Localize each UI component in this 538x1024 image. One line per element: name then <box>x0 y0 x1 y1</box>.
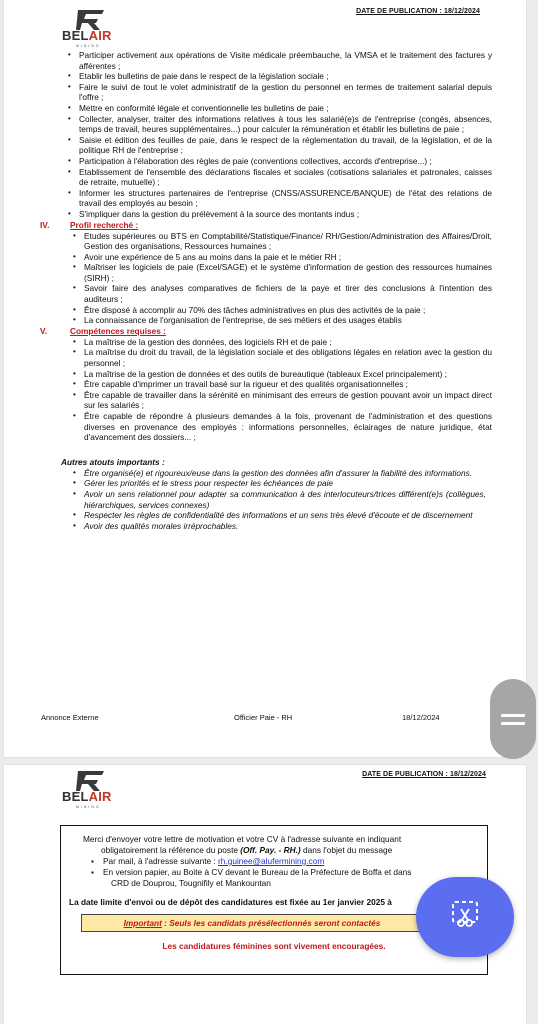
logo-name: BEL <box>62 789 89 804</box>
list-item: ▪ Par mail, à l'adresse suivante : rh.guinee@alufermining.com <box>103 856 479 867</box>
list-item: • La maîtrise de la gestion des données, des logiciels RH et de paie ; <box>84 337 492 348</box>
logo-mark-icon <box>76 771 106 791</box>
logo-subtitle: MINING <box>76 44 101 48</box>
list-item: • Saisie et édition des feuilles de paie, dans le respect de la réglementation du travail, de la législation, et de la politique RH de l'entreprise ; <box>79 135 492 156</box>
list-item: • Avoir des qualités morales irréprochables. <box>84 521 486 532</box>
profil-list <box>84 231 492 326</box>
important-notice: Important : Seuls les candidats présélectionnés seront contactés <box>81 914 423 932</box>
list-item: • Mettre en conformité légale et conventionnelle les bulletins de paie ; <box>79 103 492 114</box>
publication-date: DATE DE PUBLICATION : 18/12/2024 <box>362 771 486 778</box>
atouts-heading: Autres atouts importants : <box>61 456 165 467</box>
section-profil-heading <box>4 220 526 231</box>
footer-date: 18/12/2024 <box>402 713 440 722</box>
list-item: • Informer les structures partenaires de l'entreprise (CNSS/ASSURENCE/BANQUE) de l'état des relations de travail des employés au besoin ; <box>79 188 492 209</box>
submission-methods <box>69 856 479 889</box>
logo-name-accent: AIR <box>88 789 112 804</box>
list-item: • Respecter les règles de confidentialité des informations et un sens très élevé d'écoute et de discernement <box>84 510 486 521</box>
belair-logo <box>62 10 132 54</box>
logo-subtitle: MINING <box>76 805 101 809</box>
logo-mark-icon <box>76 10 106 30</box>
job-reference: (Off. Pay. - RH.) <box>240 845 301 855</box>
list-item: • Être capable de travailler dans la sérénité en minimisant des erreurs de gestion pouvant avoir un impact direct sur les salariés ; <box>84 390 492 411</box>
list-item: • La connaissance de l'organisation de l'entreprise, de ses métiers et des usages établis <box>84 315 492 326</box>
screenshot-crop-icon <box>451 900 479 930</box>
list-item: • Etablir les bulletins de paie dans le respect de la législation sociale ; <box>79 71 492 82</box>
footer-left: Annonce Externe <box>41 713 99 722</box>
list-item: • Avoir une expérience de 5 ans au moins dans la paie et le métier RH ; <box>84 252 492 263</box>
deadline-text: La date limite d'envoi ou de dépôt des candidatures est fixée au 1er janvier 2025 à <box>69 897 392 907</box>
belair-logo <box>62 771 132 815</box>
section-competences-heading <box>4 326 526 337</box>
list-item: • S'impliquer dans la gestion du prélèvement à la source des montants indus ; <box>79 209 492 220</box>
section-title: Compétences requises : <box>70 325 166 336</box>
list-item: • Être disposé à accomplir au 70% des tâches administratives en plus des activités de la paie ; <box>84 305 492 316</box>
intro-line: Merci d'envoyer votre lettre de motivation et votre CV à l'adresse suivante en indiquant <box>83 834 402 844</box>
list-item: • Etablissement de l'ensemble des déclarations fiscales et sociales (cotisations salariales et patronales, caisses de retraite, mutuelle) ; <box>79 167 492 188</box>
section-title: Profil recherché : <box>70 219 139 230</box>
list-item: • Être capable de répondre à plusieurs demandes à la fois, provenant de l'administration et des questions diverses en provenance des employés : informations personnelles, éclairages de nature juridique, état d'avancement des dossiers... ; <box>84 411 492 443</box>
email-link[interactable]: rh.guinee@alufermining.com <box>218 856 325 866</box>
list-item: • Être organisé(e) et rigoureux/euse dans la gestion des données afin d'assurer la fiabilité des informations. <box>84 468 486 479</box>
competences-list <box>84 337 492 443</box>
list-item: • Être capable d'imprimer un travail basé sur la rigueur et des qualités organisationnelles ; <box>84 379 492 390</box>
page-footer <box>4 713 526 723</box>
atouts-list <box>84 468 486 532</box>
list-item: • Maîtriser les logiciels de paie (Excel/SAGE) et le système d'information de gestion des ressources humaines (SIRH) ; <box>84 262 492 283</box>
scroll-handle-icon[interactable] <box>490 679 536 759</box>
list-item: • Avoir un sens relationnel pour adapter sa communication à des interlocuteurs/trices différent(e)s (collègues, hiérarchiques, services connexes) <box>84 489 486 510</box>
important-label: Important <box>123 918 162 928</box>
list-item: • Participer activement aux opérations de Visite médicale préembauche, la VMSA et le traitement des factures y afférentes ; <box>79 50 492 71</box>
section-number: V. <box>40 325 48 336</box>
intro-line-2: obligatoirement la référence du poste (Off. Pay. - RH.) dans l'objet du message <box>101 845 393 855</box>
list-item: • Faire le suivi de tout le volet administratif de la gestion du personnel en termes de traitement salarial depuis l'offre ; <box>79 82 492 103</box>
list-item: • Collecter, analyser, traiter des informations relatives à tous les salarié(e)s de l'entreprise (congés, absences, temps de travail, heures supplémentaires...) pour calculer la rémunération et établir les bulletins de paie ; <box>79 114 492 135</box>
footer-center: Officier Paie - RH <box>234 713 293 722</box>
list-item: • Savoir faire des analyses comparatives de fichiers de la paye et tirer des conclusions à l'intention des auditeurs ; <box>84 283 492 304</box>
page1-content <box>4 50 526 531</box>
list-item: • La maîtrise du droit du travail, de la législation sociale et des obligations légales en relation avec la gestion du personnel ; <box>84 347 492 368</box>
feminine-encouragement: Les candidatures féminines sont vivement encouragées. <box>162 941 386 951</box>
list-item: • Participation à l'élaboration des règles de paie (conventions collectives, accords d'entreprise...) ; <box>79 156 492 167</box>
list-item: ▪ En version papier, au Boite à CV devant le Bureau de la Préfecture de Boffa et dans CRD de Douprou, Tougnifily et Mankountan <box>103 867 479 889</box>
document-page-1 <box>4 0 526 757</box>
list-item: • Gérer les priorités et le stress pour respecter les échéances de paie <box>84 478 486 489</box>
screenshot-crop-button[interactable] <box>416 877 514 957</box>
publication-date: DATE DE PUBLICATION : 18/12/2024 <box>356 8 480 15</box>
tasks-list <box>79 50 492 220</box>
logo-name: BEL <box>62 28 89 43</box>
logo-name-accent: AIR <box>88 28 112 43</box>
section-number: IV. <box>40 219 50 230</box>
list-item: • La maîtrise de la gestion de données et des outils de bureautique (tableaux Excel principalement) ; <box>84 369 492 380</box>
list-item: • Etudes supérieures ou BTS en Comptabilité/Statistique/Finance/ RH/Gestion/Administration des Affaires/Droit, Gestion des organisations, Ressources humaines ; <box>84 231 492 252</box>
